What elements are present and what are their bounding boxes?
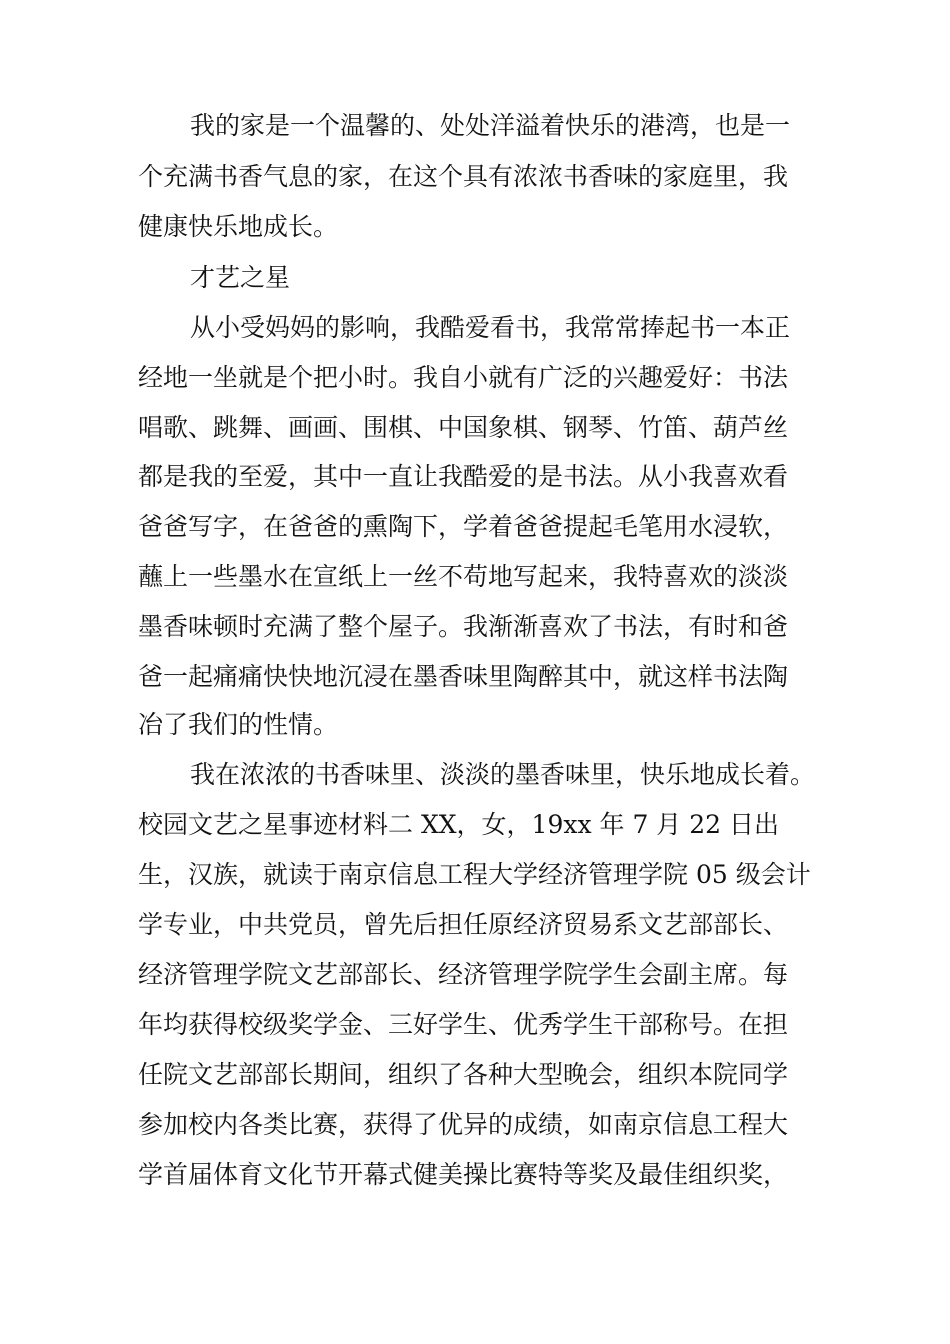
paragraph-line: 任院文艺部部长期间，组织了各种大型晚会，组织本院同学: [138, 1060, 789, 1089]
paragraph-line: 健康快乐地成长。: [138, 212, 339, 241]
paragraph-line: 爸爸写字，在爸爸的熏陶下，学着爸爸提起毛笔用水浸软，: [138, 512, 789, 541]
paragraph-line: 经济管理学院文艺部部长、经济管理学院学生会副主席。每: [138, 960, 789, 989]
paragraph-line: 从小受妈妈的影响，我酷爱看书，我常常捧起书一本正: [190, 313, 791, 342]
paragraph-line: 墨香味顿时充满了整个屋子。我渐渐喜欢了书法，有时和爸: [138, 612, 789, 641]
section-heading: 才艺之星: [190, 263, 291, 292]
paragraph-line: 学首届体育文化节开幕式健美操比赛特等奖及最佳组织奖，: [138, 1160, 789, 1189]
paragraph-line: 个充满书香气息的家，在这个具有浓浓书香味的家庭里，我: [138, 162, 789, 191]
paragraph-line: 唱歌、跳舞、画画、围棋、中国象棋、钢琴、竹笛、葫芦丝: [138, 413, 789, 442]
paragraph-line: 参加校内各类比赛，获得了优异的成绩，如南京信息工程大: [138, 1110, 789, 1139]
paragraph-line: 学专业，中共党员，曾先后担任原经济贸易系文艺部部长、: [138, 910, 789, 939]
paragraph-line: 爸一起痛痛快快地沉浸在墨香味里陶醉其中，就这样书法陶: [138, 662, 789, 691]
paragraph-line: 年均获得校级奖学金、三好学生、优秀学生干部称号。在担: [138, 1010, 789, 1039]
paragraph-line: 蘸上一些墨水在宣纸上一丝不苟地写起来，我特喜欢的淡淡: [138, 562, 789, 591]
paragraph-line: 冶了我们的性情。: [138, 710, 339, 739]
paragraph-line: 都是我的至爱，其中一直让我酷爱的是书法。从小我喜欢看: [138, 462, 789, 491]
paragraph-line: 经地一坐就是个把小时。我自小就有广泛的兴趣爱好：书法: [138, 363, 789, 392]
paragraph-line: 校园文艺之星事迹材料二 XX，女，19xx 年 7 月 22 日出: [138, 810, 780, 839]
paragraph-line: 我在浓浓的书香味里、淡淡的墨香味里，快乐地成长着。: [190, 760, 816, 789]
paragraph-line: 生，汉族，就读于南京信息工程大学经济管理学院 05 级会计: [138, 860, 811, 889]
paragraph-line: 我的家是一个温馨的、处处洋溢着快乐的港湾，也是一: [190, 111, 791, 140]
